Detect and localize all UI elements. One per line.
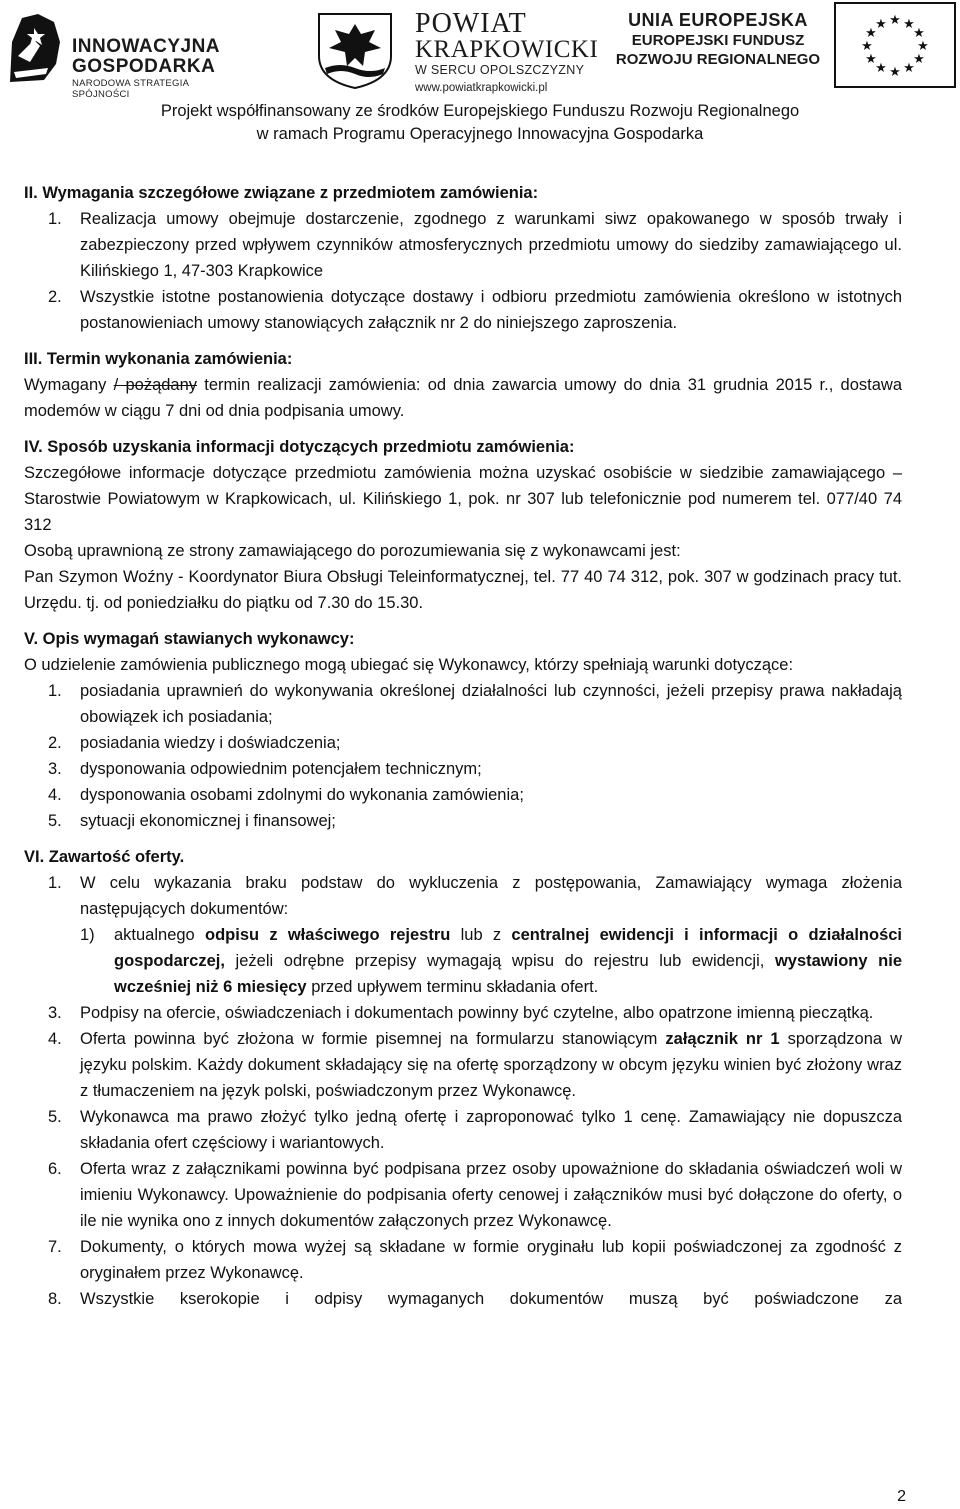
pk-logo-line3: W SERCU OPOLSZCZYZNY: [415, 63, 585, 77]
eu-stars-icon: [836, 4, 954, 86]
list-item: [24, 284, 902, 336]
document-body: [24, 180, 902, 1312]
list-text: sytuacji ekonomicznej i finansowej;: [80, 812, 336, 830]
ue-logo-line3: ROZWOJU REGIONALNEGO: [615, 51, 821, 68]
bold-text-run: załącznik nr 1: [665, 1030, 780, 1048]
sub-list-item: [80, 922, 902, 1000]
list-number: 1.: [48, 874, 62, 892]
list-item: [24, 1026, 902, 1104]
svg-text:★: ★: [889, 13, 901, 28]
list-text: W celu wykazania braku podstaw do wykluczenia z postępowania, Zamawiający wymaga złożenia następujących dokumentów:: [80, 874, 902, 918]
list-text: Wszystkie istotne postanowienia dotyczące dostawy i odbioru przedmiotu zamówienia określono w istotnych postanowieniach umowy stanowiących załącznik nr 2 do niniejszego zaproszenia.: [80, 288, 902, 332]
list-number: 2.: [48, 734, 62, 752]
section-iv-p3: Pan Szymon Woźny - Koordynator Biura Obsługi Teleinformatycznej, tel. 77 40 74 312, pok. 307 w godzinach pracy tut. Urzędu. tj. od poniedziałku do piątku od 7.30 do 15.30.: [24, 568, 902, 612]
section-iii-text: [24, 372, 902, 424]
list-number: 7.: [48, 1238, 62, 1256]
list-number: 5.: [48, 1108, 62, 1126]
bold-text-run: odpisu z właściwego rejestru: [205, 926, 451, 944]
pk-logo-url: www.powiatkrapkowicki.pl: [415, 82, 548, 94]
list-item: [24, 678, 902, 730]
text-run: aktualnego: [114, 926, 205, 944]
svg-text:★: ★: [903, 61, 915, 76]
list-item: [24, 1156, 902, 1234]
list-number: 2.: [48, 288, 62, 306]
svg-text:★: ★: [875, 17, 887, 32]
list-number: 4.: [48, 786, 62, 804]
list-number: 3.: [48, 1004, 62, 1022]
section-iv-heading: IV. Sposób uzyskania informacji dotyczących przedmiotu zamówienia:: [24, 438, 575, 456]
list-item: [24, 1234, 902, 1286]
list-item: [24, 870, 902, 922]
powiat-krapkowicki-logo: [305, 4, 599, 96]
list-text: posiadania wiedzy i doświadczenia;: [80, 734, 341, 752]
svg-text:★: ★: [913, 52, 925, 67]
deadline-text-start: Wymagany: [24, 376, 114, 394]
svg-text:★: ★: [875, 61, 887, 76]
section-v-intro: O udzielenie zamówienia publicznego mogą ubiegać się Wykonawcy, którzy spełniają warunki dotyczące:: [24, 656, 794, 674]
list-text: [80, 1026, 902, 1104]
list-number: 6.: [48, 1160, 62, 1178]
list-text: dysponowania odpowiednim potencjałem technicznym;: [80, 760, 482, 778]
list-item: [24, 808, 902, 834]
svg-text:★: ★: [889, 65, 901, 80]
sub-list-text: [114, 922, 902, 1000]
section-iv-p1: Szczegółowe informacje dotyczące przedmiotu zamówienia można uzyskać osobiście w siedzibie zamawiającego – Starostwie Powiatowym w Krapkowicach, ul. Kilińskiego 1, pok. nr 307 lub telefonicznie pod numerem tel. 077/40 74 312: [24, 464, 902, 534]
svg-text:★: ★: [903, 17, 915, 32]
list-item: [24, 782, 902, 808]
text-run: Oferta powinna być złożona w formie pisemnej na formularzu stanowiącym: [80, 1030, 666, 1048]
list-number: 3.: [48, 760, 62, 778]
list-number: 5.: [48, 812, 62, 830]
ig-logo-line3: NARODOWA STRATEGIA SPÓJNOŚCI: [72, 78, 189, 100]
svg-text:★: ★: [865, 26, 877, 41]
text-run: przed upływem terminu składania ofert.: [306, 978, 599, 996]
section-iii-heading: III. Termin wykonania zamówienia:: [24, 350, 293, 368]
list-item: [24, 730, 902, 756]
ig-logo-line2: GOSPODARKA: [72, 56, 216, 77]
bold-text-run: centralnej ewidencji i informacji o działalności gospodarczej,: [114, 926, 903, 970]
list-number: 8.: [48, 1290, 62, 1308]
list-text: Wykonawca ma prawo złożyć tylko jedną ofertę i zaproponować tylko 1 cenę. Zamawiający nie dopuszcza składania ofert częściowy i wariantowych.: [80, 1108, 902, 1152]
pk-logo-line2: KRAPKOWICKI: [415, 36, 599, 63]
list-text: Oferta wraz z załącznikami powinna być podpisana przez osoby upoważnione do składania oświadczeń woli w imieniu Wykonawcy. Upoważnienie do podpisania oferty cenowej i załączników musi być dołączone do oferty, o ile nie wynika ono z innych dokumentów załączonych przez Wykonawcę.: [80, 1160, 902, 1230]
ue-logo-line1: UNIA EUROPEJSKA: [628, 10, 808, 30]
svg-text:★: ★: [917, 39, 929, 54]
ue-logo-line2: EUROPEJSKI FUNDUSZ: [631, 32, 805, 49]
page-header: [0, 0, 960, 143]
list-item: [24, 1286, 902, 1312]
section-ii-heading: II. Wymagania szczegółowe związane z przedmiotem zamówienia:: [24, 184, 539, 202]
list-number: 4.: [48, 1030, 62, 1048]
list-item: [24, 206, 902, 284]
list-number: 1.: [48, 210, 62, 228]
svg-text:★: ★: [913, 26, 925, 41]
eu-flag-logo: [834, 2, 956, 88]
list-text: posiadania uprawnień do wykonywania określonej działalności lub czynności, jeżeli przepisy prawa nakładają obowiązek ich posiadania;: [80, 682, 902, 726]
sub-list-number: 1): [80, 926, 95, 944]
page-number: 2: [897, 1488, 906, 1505]
list-text: Realizacja umowy obejmuje dostarczenie, zgodnego z warunkami siwz opakowanego w sposób trwały i zabezpieczony przed wpływem czynników atmosferycznych przedmiotu umowy do siedziby zamawiającego ul. Kilińskiego 1, 47-303 Krapkowice: [80, 210, 902, 280]
ig-logo-line1: INNOWACYJNA: [72, 36, 221, 57]
funding-statement: [0, 100, 960, 146]
list-item: [24, 756, 902, 782]
list-text: Podpisy na ofercie, oświadczeniach i dokumentach powinny być czytelne, albo opatrzone imienną pieczątką.: [80, 1004, 874, 1022]
pk-eagle-emblem-icon: [305, 10, 405, 90]
funding-line1: Projekt współfinansowany ze środków Europejskiego Funduszu Rozwoju Regionalnego: [160, 102, 800, 120]
list-text: Wszystkie kserokopie i odpisy wymaganych dokumentów muszą być poświadczone za: [80, 1290, 902, 1308]
bold-text-run: wystawiony nie wcześniej niż 6 miesięcy: [114, 952, 902, 996]
list-text: Dokumenty, o których mowa wyżej są składane w formie oryginału lub kopii poświadczonej za zgodność z oryginałem przez Wykonawcę.: [80, 1238, 902, 1282]
section-iv-p2: Osobą uprawnioną ze strony zamawiającego do porozumiewania się z wykonawcami jest:: [24, 542, 681, 560]
deadline-text-end: termin realizacji zamówienia: od dnia zawarcia umowy do dnia 31 grudnia 2015 r., dostawa modemów w ciągu 7 dni od dnia podpisania umowy.: [24, 376, 902, 420]
list-text: dysponowania osobami zdolnymi do wykonania zamówienia;: [80, 786, 524, 804]
struck-text: / pożądany: [113, 376, 198, 394]
list-item: [24, 1104, 902, 1156]
pk-logo-line1: POWIAT: [415, 8, 527, 39]
list-item: [24, 1000, 902, 1026]
list-number: 1.: [48, 682, 62, 700]
text-run: lub z: [450, 926, 512, 944]
ue-logo-text: [608, 10, 828, 69]
ig-emblem-icon: [4, 12, 66, 86]
svg-text:★: ★: [865, 52, 877, 67]
svg-text:★: ★: [861, 39, 873, 54]
section-vi-heading: VI. Zawartość oferty.: [24, 848, 185, 866]
innowacyjna-gospodarka-logo: [4, 8, 244, 100]
section-v-heading: V. Opis wymagań stawianych wykonawcy:: [24, 630, 355, 648]
text-run: sporządzona w języku polskim. Każdy dokument składający się na ofertę sporządzony w obcym języku winien być złożony wraz z tłumaczeniem na język polski, poświadczonym przez Wykonawcę.: [80, 1030, 902, 1100]
text-run: jeżeli odrębne przepisy wymagają wpisu do rejestru lub ewidencji,: [224, 952, 775, 970]
funding-line2: w ramach Programu Operacyjnego Innowacyjna Gospodarka: [256, 125, 704, 143]
